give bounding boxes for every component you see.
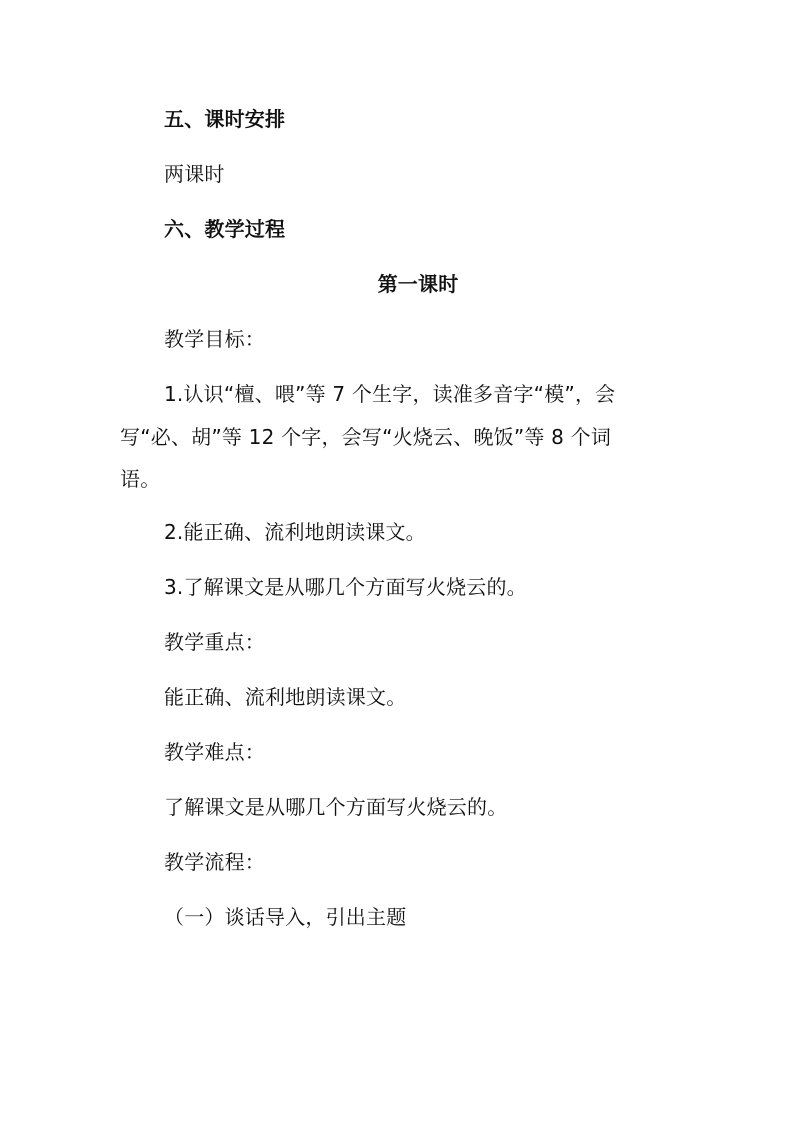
lesson-title: 第一课时 xyxy=(377,272,459,296)
section-heading-schedule: 五、课时安排 xyxy=(164,107,286,131)
process-step-1: （一）谈话导入，引出主题 xyxy=(164,905,407,929)
objective-1-line-2: 写“必、胡”等 12 个字，会写“火烧云、晚饭”等 8 个词 xyxy=(120,425,612,449)
schedule-text: 两课时 xyxy=(164,162,225,186)
process-label: 教学流程： xyxy=(164,850,265,874)
difficulty-text: 了解课文是从哪几个方面写火烧云的。 xyxy=(164,795,508,819)
key-point-text: 能正确、流利地朗读课文。 xyxy=(164,685,407,709)
objective-3: 3.了解课文是从哪几个方面写火烧云的。 xyxy=(164,575,527,599)
objectives-label: 教学目标： xyxy=(164,327,265,351)
objective-1-line-3: 语。 xyxy=(120,467,161,491)
key-point-label: 教学重点： xyxy=(164,630,265,654)
objective-2: 2.能正确、流利地朗读课文。 xyxy=(164,520,426,544)
objective-1-line-1: 1.认识“檀、喂”等 7 个生字，读准多音字“模”，会 xyxy=(164,382,616,406)
difficulty-label: 教学难点： xyxy=(164,740,265,764)
section-heading-process: 六、教学过程 xyxy=(164,217,286,241)
